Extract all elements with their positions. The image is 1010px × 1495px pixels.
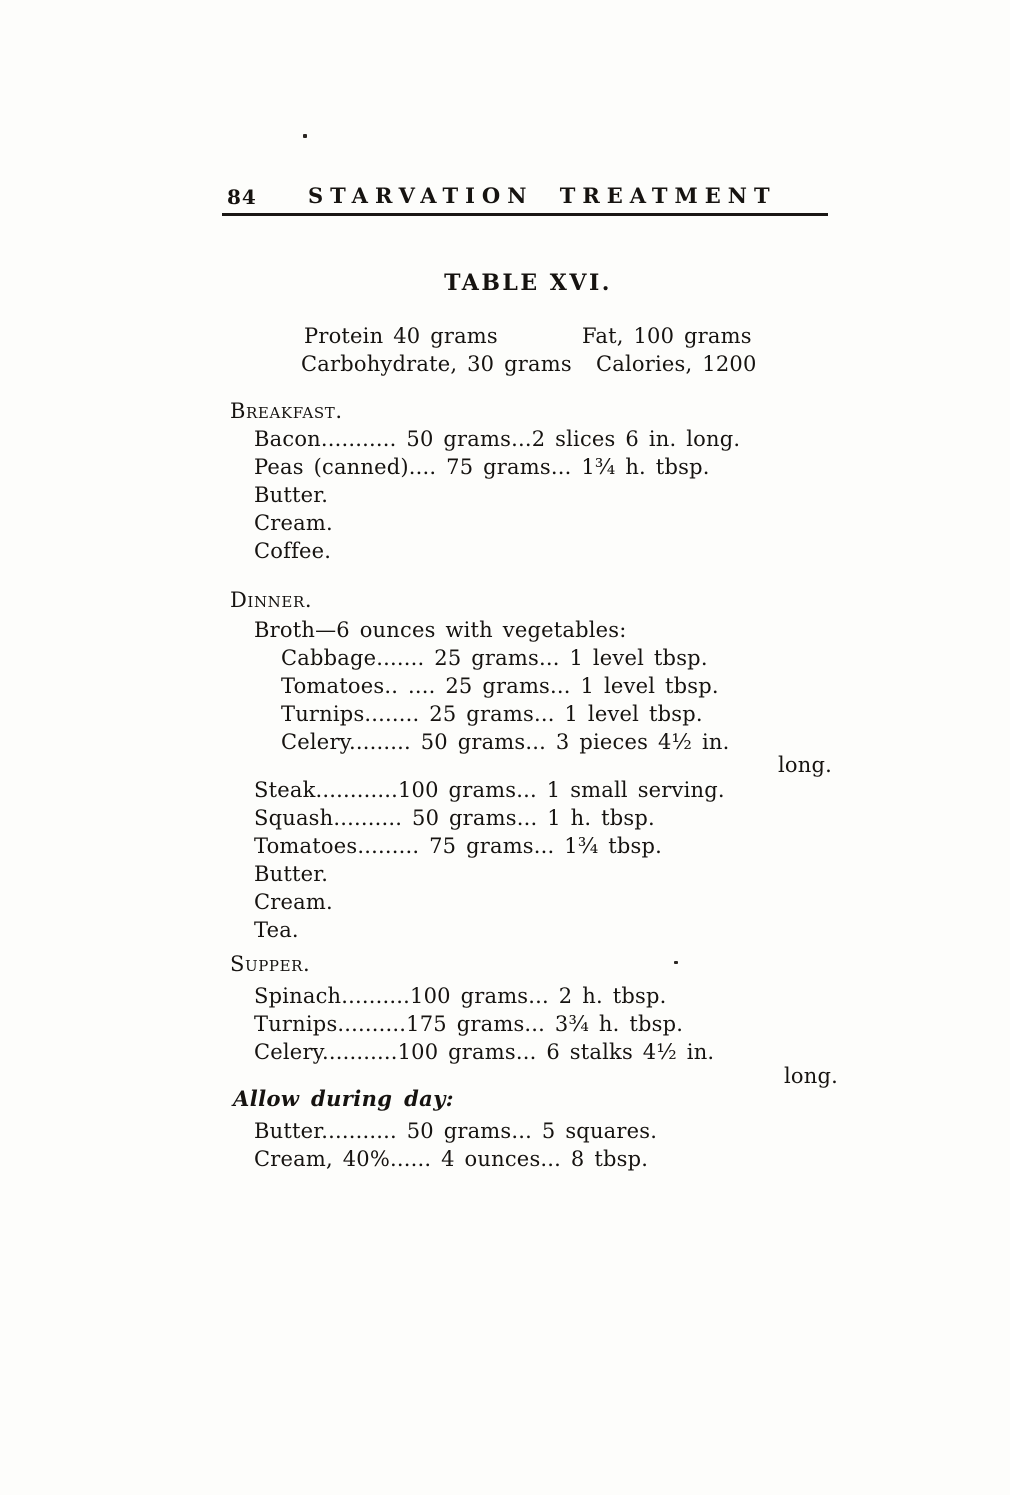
dinner-item: Cream. xyxy=(254,890,333,914)
dinner-vegetable: Turnips........ 25 grams... 1 level tbsp. xyxy=(281,702,703,726)
header-rule xyxy=(222,213,828,216)
summary-calories: Calories, 1200 xyxy=(596,352,757,376)
supper-item-continuation: long. xyxy=(783,1064,838,1088)
breakfast-item: Cream. xyxy=(254,511,333,535)
allowance-item: Butter........... 50 grams... 5 squares. xyxy=(254,1119,658,1143)
allowance-heading: Allow during day: xyxy=(233,1086,454,1111)
allowance-item: Cream, 40%...... 4 ounces... 8 tbsp. xyxy=(254,1147,649,1171)
supper-item: Turnips..........175 grams... 3¾ h. tbsp. xyxy=(254,1012,684,1036)
dinner-item: Steak............100 grams... 1 small serving. xyxy=(254,778,725,802)
dinner-item: Butter. xyxy=(254,862,329,886)
page-number: 84 xyxy=(227,185,257,209)
supper-heading: Supper. xyxy=(230,952,311,976)
dinner-vegetable: Cabbage....... 25 grams... 1 level tbsp. xyxy=(281,646,708,670)
breakfast-item: Peas (canned).... 75 grams... 1¾ h. tbsp. xyxy=(254,455,710,479)
dinner-broth-line: Broth—6 ounces with vegetables: xyxy=(254,618,627,642)
breakfast-item: Bacon........... 50 grams...2 slices 6 in. long. xyxy=(254,427,741,451)
dinner-item: Tomatoes......... 75 grams... 1¾ tbsp. xyxy=(254,834,663,858)
scan-speck xyxy=(303,134,307,138)
dinner-item: Squash.......... 50 grams... 1 h. tbsp. xyxy=(254,806,655,830)
scan-speck xyxy=(674,961,678,964)
dinner-heading: Dinner. xyxy=(230,588,313,612)
dinner-vegetable: Tomatoes.. .... 25 grams... 1 level tbsp. xyxy=(281,674,719,698)
table-title: TABLE XVI. xyxy=(444,270,612,296)
breakfast-item: Coffee. xyxy=(254,539,332,563)
dinner-vegetable: Celery......... 50 grams... 3 pieces 4½ in. xyxy=(281,730,730,754)
supper-item: Spinach..........100 grams... 2 h. tbsp. xyxy=(254,984,667,1008)
breakfast-heading: Breakfast. xyxy=(230,399,343,423)
supper-item: Celery...........100 grams... 6 stalks 4½ in. xyxy=(254,1040,715,1064)
dinner-item: Tea. xyxy=(254,918,299,942)
summary-fat: Fat, 100 grams xyxy=(582,324,752,348)
dinner-vegetable-continuation: long. xyxy=(777,753,832,777)
summary-carbohydrate: Carbohydrate, 30 grams xyxy=(301,352,572,376)
breakfast-item: Butter. xyxy=(254,483,329,507)
running-title: STARVATION TREATMENT xyxy=(308,183,777,208)
summary-protein: Protein 40 grams xyxy=(304,324,498,348)
